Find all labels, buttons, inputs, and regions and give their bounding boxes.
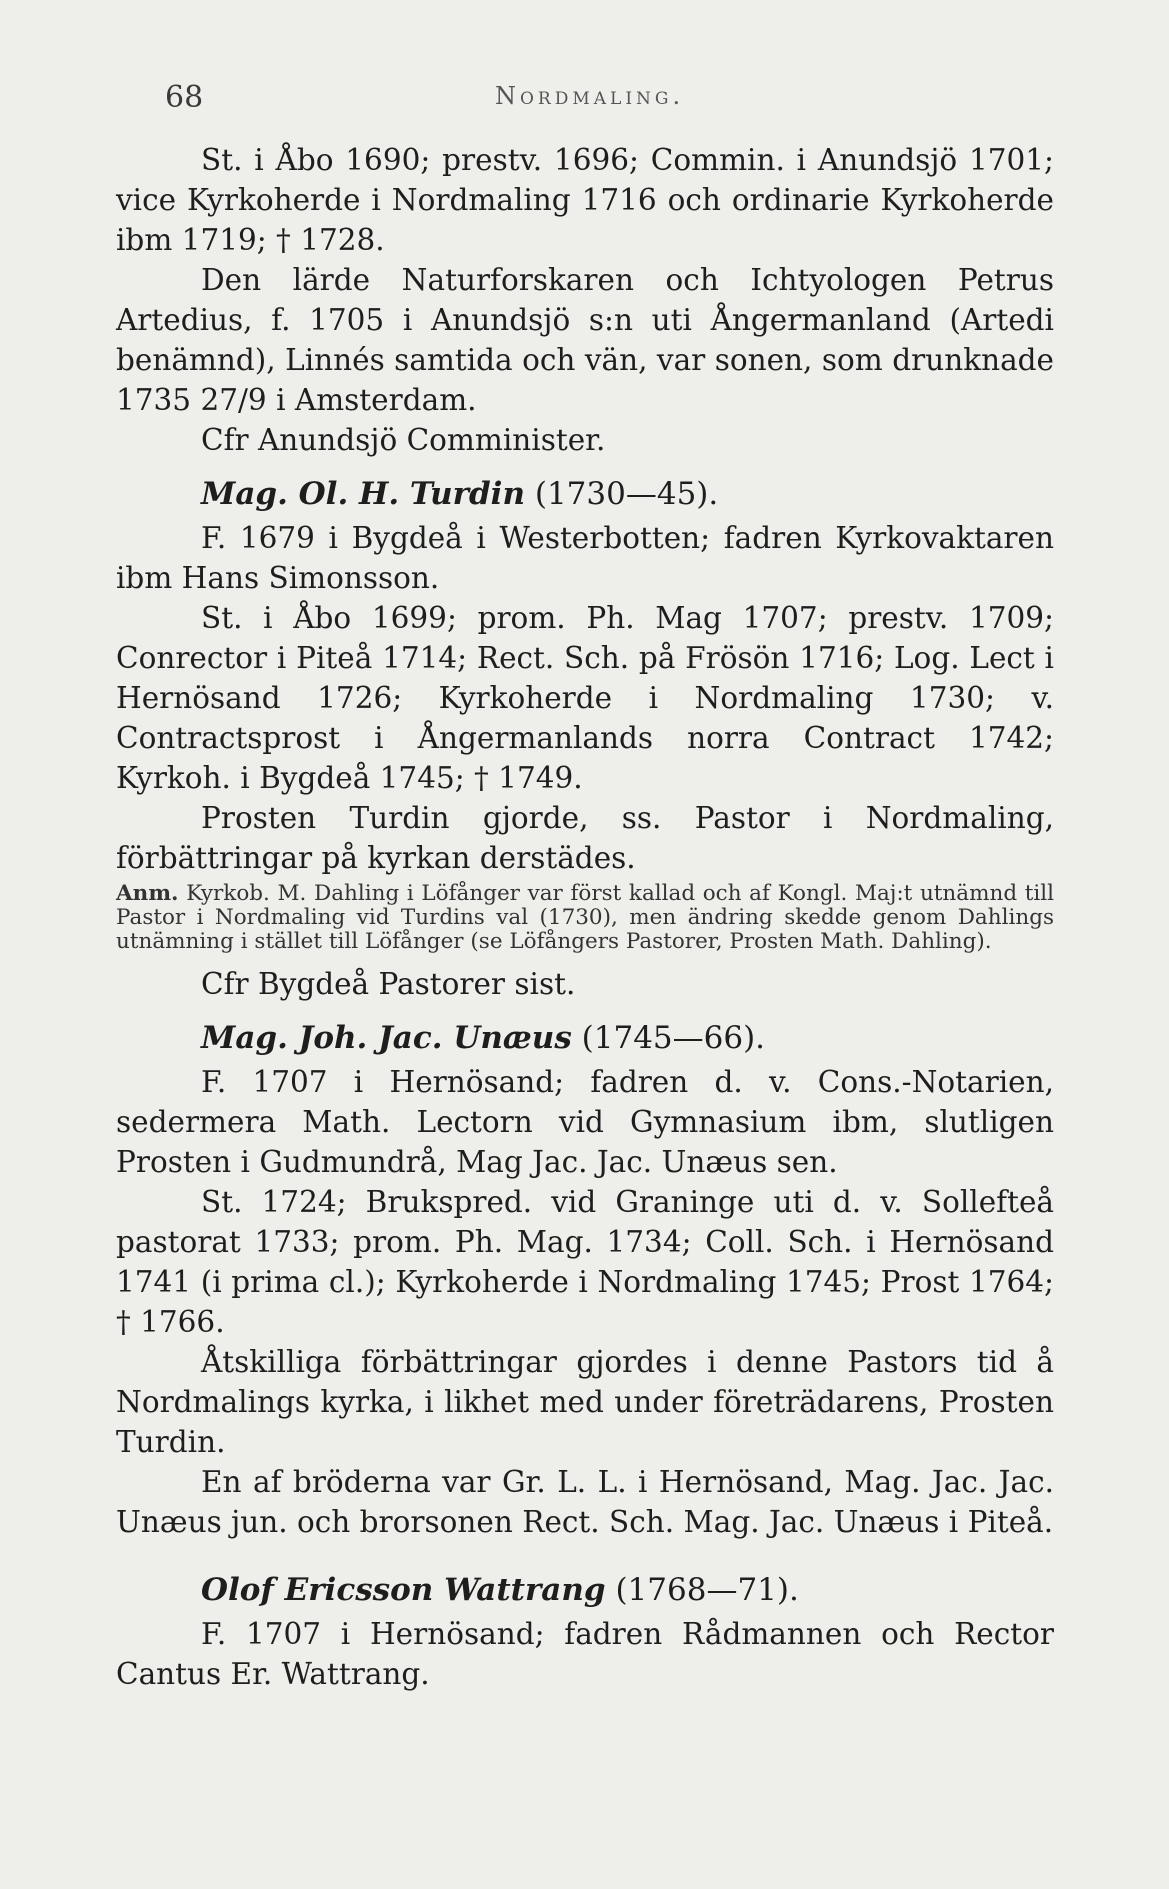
entry-years: (1745—66).	[581, 1020, 766, 1056]
paragraph: St. i Åbo 1690; prestv. 1696; Commin. i Anundsjö 1701; vice Kyrkoherde i Nordmaling 1716 och ordinarie Kyrkoherde ibm 1719; † 1728.	[116, 143, 1054, 257]
entry-years: (1768—71).	[615, 1572, 799, 1608]
paragraph: En af bröderna var Gr. L. L. i Hernösand, Mag. Jac. Jac. Unæus jun. och brorsonen Rect. Sch. Mag. Jac. Unæus i Piteå.	[116, 1465, 1054, 1539]
entry-heading	[116, 472, 1054, 516]
paragraph: F. 1707 i Hernösand; fadren Rådmannen och Rector Cantus Er. Wattrang.	[116, 1617, 1054, 1691]
paragraph: Den lärde Naturforskaren och Ichtyologen Petrus Artedius, f. 1705 i Anundsjö s:n uti Ångermanland (Artedi benämnd), Linnés samtida och vän, var sonen, som drunknade 1735 27/9 i Amsterdam.	[116, 263, 1054, 417]
paragraph: Prosten Turdin gjorde, ss. Pastor i Nordmaling, förbättringar på kyrkan derstädes.	[116, 801, 1054, 875]
entry-name: Olof Ericsson Wattrang	[201, 1572, 606, 1608]
paragraph: Cfr Anundsjö Comminister.	[201, 423, 606, 457]
paragraph: F. 1679 i Bygdeå i Westerbotten; fadren Kyrkovaktaren ibm Hans Simonsson.	[116, 521, 1054, 595]
entry-heading	[116, 1016, 1054, 1060]
entry-name: Mag. Joh. Jac. Unæus	[201, 1020, 572, 1056]
page-number: 68	[165, 80, 204, 115]
entry-heading	[116, 1568, 1054, 1612]
page-header	[165, 80, 685, 120]
footnote	[116, 882, 1054, 954]
paragraph: Åtskilliga förbättringar gjordes i denne Pastors tid å Nordmalings kyrka, i likhet med under företrädarens, Prosten Turdin.	[116, 1345, 1054, 1459]
page-body	[116, 140, 1054, 1694]
paragraph: St. 1724; Brukspred. vid Graninge uti d. v. Sollefteå pastorat 1733; prom. Ph. Mag. 1734; Coll. Sch. i Hernösand 1741 (i prima cl.); Kyrkoherde i Nordmaling 1745; Prost 1764; † 1766.	[116, 1185, 1054, 1339]
spacer	[116, 1542, 1054, 1556]
paragraph: Cfr Bygdeå Pastorer sist.	[201, 967, 576, 1001]
running-title: Nordmaling.	[495, 82, 685, 110]
entry-name: Mag. Ol. H. Turdin	[201, 476, 525, 512]
entry-years: (1730—45).	[534, 476, 719, 512]
footnote-text: Kyrkob. M. Dahling i Löfånger var först kallad och af Kongl. Maj:t utnämnd till Pastor i Nordmaling vid Turdins val (1730), men ändring skedde genom Dahlings utnämning i stället till Löfånger (se Löfångers Pastorer, Prosten Math. Dahling).	[116, 881, 1054, 954]
paragraph: St. i Åbo 1699; prom. Ph. Mag 1707; prestv. 1709; Conrector i Piteå 1714; Rect. Sch. på Frösön 1716; Log. Lect i Hernösand 1726; Kyrkoherde i Nordmaling 1730; v. Contractsprost i Ångermanlands norra Contract 1742; Kyrkoh. i Bygdeå 1745; † 1749.	[116, 601, 1054, 795]
footnote-label: Anm.	[116, 881, 179, 906]
paragraph: F. 1707 i Hernösand; fadren d. v. Cons.-Notarien, sedermera Math. Lectorn vid Gymnasium ibm, slutligen Prosten i Gudmundrå, Mag Jac. Jac. Unæus sen.	[116, 1065, 1054, 1179]
